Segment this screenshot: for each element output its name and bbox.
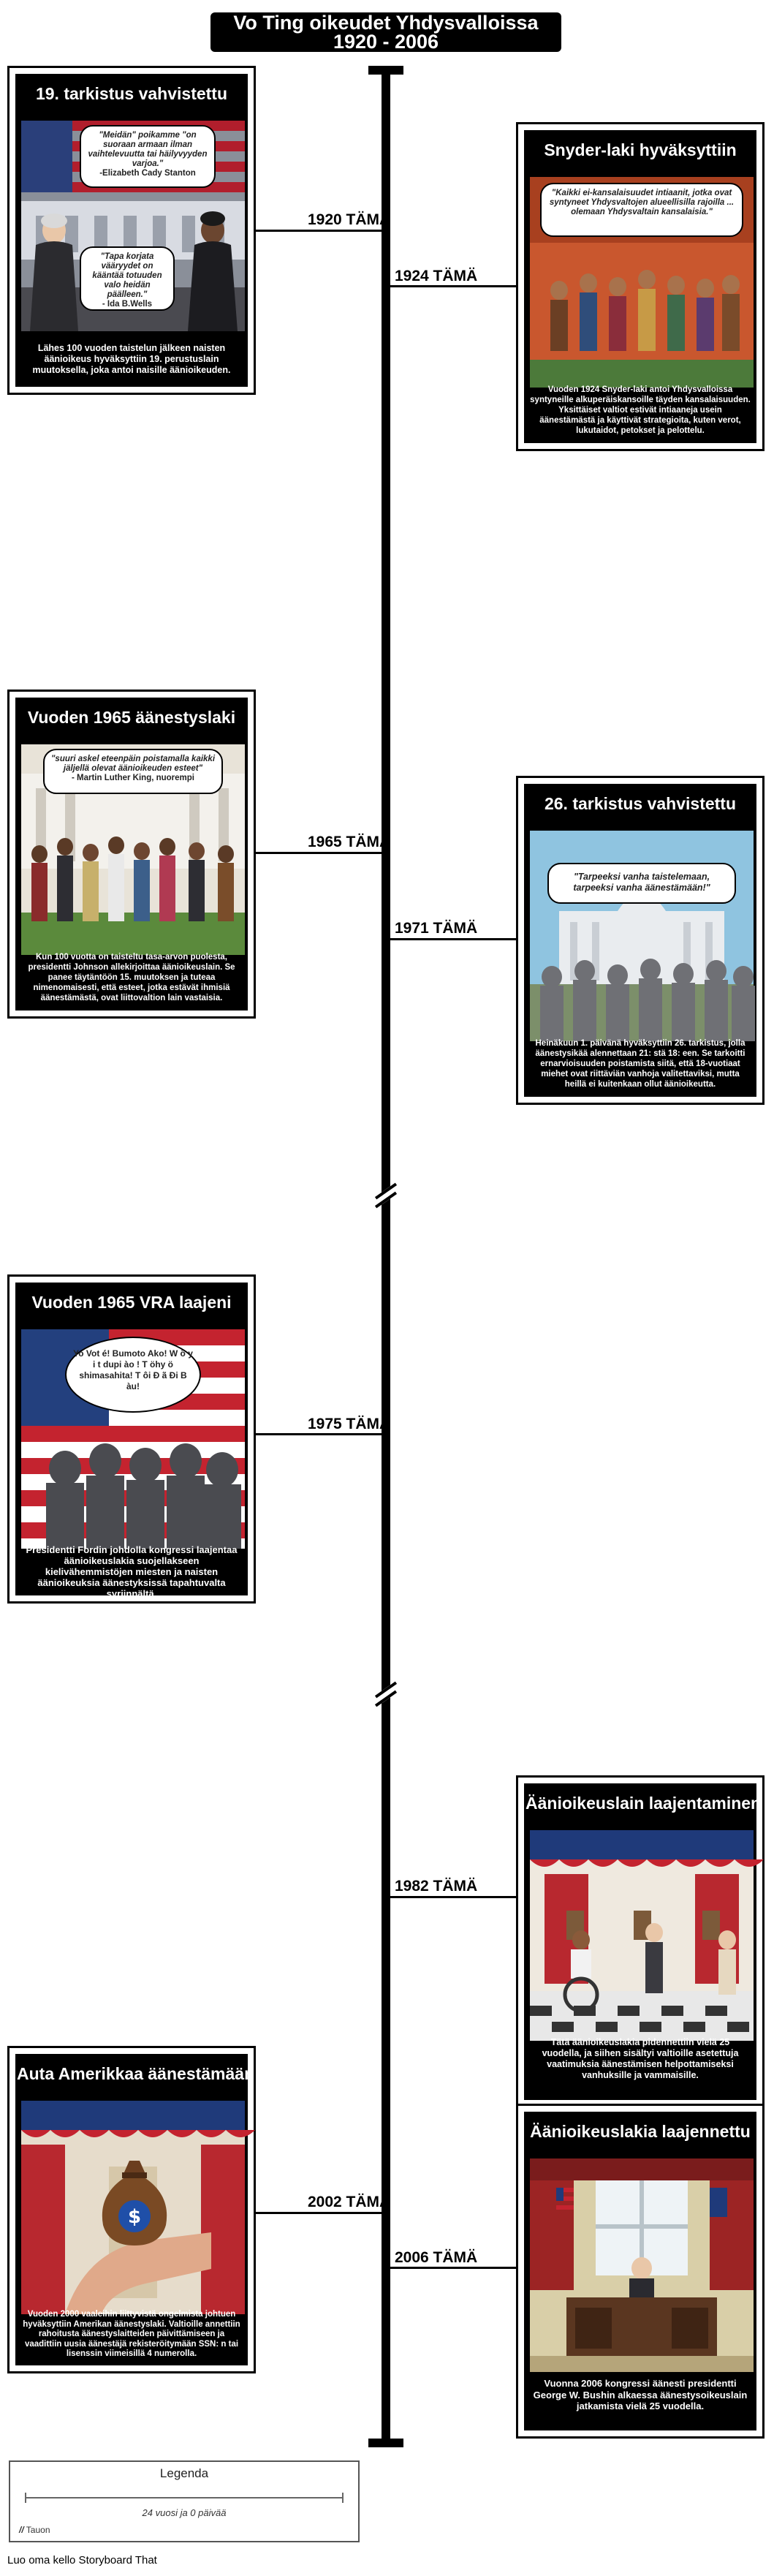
event-illustration — [21, 1329, 242, 1549]
svg-text:$: $ — [127, 2206, 142, 2228]
event-heading: Vuoden 1965 äänestyslaki — [17, 699, 246, 736]
legend-scale-line — [25, 2497, 344, 2498]
legend-scale-tick — [342, 2493, 344, 2503]
timeline-axis-bottom-cap — [368, 2439, 403, 2447]
money-bag-dollar-icon — [94, 2152, 175, 2247]
quote-text: "Meidän" poikamme "on suoraan armaan ilman vaihtelevuutta tai häilyvyyden varjoa." — [88, 131, 208, 168]
event-card-1965 — [7, 690, 256, 1019]
quote-bubble — [80, 125, 216, 188]
event-card-2002 — [7, 2046, 256, 2373]
tick-2006 — [390, 2267, 516, 2269]
quote-bubble — [43, 749, 223, 794]
event-heading: Vuoden 1965 VRA laajeni — [17, 1284, 246, 1321]
year-label-1920: 1920 TÄMÄ — [308, 211, 391, 228]
timeline-axis-top-cap — [368, 66, 403, 75]
event-card-2006 — [516, 2104, 764, 2439]
event-card-1971 — [516, 776, 764, 1105]
year-label-1965: 1965 TÄMÄ — [308, 834, 391, 850]
event-caption: Vuoden 2000 vaaleihin liittyvistä ongelmista johtuen hyväksyttiin Amerikan äänestyslaki. Valtioille annettiin rahoitusta äänestyslaitteiden päivittämiseen ja vaadittiin uusia äänestäjä rekisteröitymään SSN: n tai lisenssin viimeisillä 4 numerolla. — [23, 2310, 240, 2358]
event-card-1924 — [516, 122, 764, 451]
quote-text: "Tarpeeksi vanha taistelemaan, tarpeeksi vanha äänestämään!" — [573, 872, 710, 893]
legend-scale-tick — [25, 2493, 26, 2503]
event-card-1920 — [7, 66, 256, 395]
tick-1965 — [256, 852, 382, 854]
event-card-1975 — [7, 1274, 256, 1604]
timeline-title: Vo Ting oikeudet Yhdysvalloissa 1920 - 2006 — [210, 12, 561, 52]
event-caption: Lähes 100 vuoden taistelun jälkeen naisten äänioikeus hyväksyttiin 19. perustuslain muutoksella, joka antoi naisille äänioikeuden. — [32, 343, 231, 375]
tick-1982 — [390, 1896, 516, 1898]
event-caption: Kun 100 vuotta on taisteltu tasa-arvon puolesta, presidentti Johnson allekirjoittaa äänioikeuslain. Se panee täytäntöön 15. muutoksen ja tuteaa nimenomaisesti, että esteet, jotka estävät ihmisiä äänestämästä, ovat liittovaltion lain vastaisia. — [28, 953, 235, 1002]
tick-1975 — [256, 1433, 382, 1435]
quote-author: - Ida B.Wells — [102, 300, 153, 309]
quote-bubble — [540, 183, 743, 237]
event-illustration — [530, 1830, 751, 2041]
break-symbol-icon: // — [19, 2525, 24, 2535]
quote-bubble — [547, 863, 736, 904]
tick-1920 — [256, 230, 382, 232]
event-illustration — [21, 744, 242, 955]
event-card-1982 — [516, 1775, 764, 2108]
legend-title: Legenda — [159, 2466, 209, 2480]
quote-author: - Martin Luther King, nuorempi — [71, 774, 195, 782]
quote-text: Yo Vot é! Bumoto Ako! W ö y i t dupi ào ! T öhy ö shimasahita! T ôi Đ ã Đi B àu! — [73, 1348, 193, 1391]
event-caption: Vuonna 2006 kongressi äänesti presidentti George W. Bushin alkaessa äänestysoikeuslain jatkamista vielä 25 vuodella. — [533, 2378, 748, 2411]
footer-credit[interactable]: Luo oma kello Storyboard That — [7, 2554, 157, 2566]
tick-1924 — [390, 285, 516, 287]
event-heading: Äänioikeuslakia laajennettu — [526, 2113, 755, 2150]
event-illustration — [21, 121, 242, 331]
quote-author: -Elizabeth Cady Stanton — [99, 169, 196, 178]
year-label-1975: 1975 TÄMÄ — [308, 1416, 391, 1432]
quote-text: "Kaikki ei-kansalaisuudet intiaanit, jotka ovat syntyneet Yhdysvaltojen alueellisilla rajoilla ... olemaan Yhdysvaltain kansalaisia." — [549, 189, 735, 216]
event-illustration — [530, 831, 751, 1041]
timeline-axis — [382, 69, 390, 2446]
year-label-2006: 2006 TÄMÄ — [395, 2249, 478, 2266]
tick-2002 — [256, 2212, 382, 2214]
oval-office-scene — [530, 2158, 754, 2372]
year-label-1982: 1982 TÄMÄ — [395, 1878, 478, 1895]
event-illustration — [530, 2158, 751, 2372]
event-illustration — [530, 177, 751, 388]
legend-box — [9, 2460, 360, 2542]
year-label-2002: 2002 TÄMÄ — [308, 2194, 391, 2210]
event-caption: Vuoden 1924 Snyder-laki antoi Yhdysvalloissa syntyneille alkuperäiskansoille täyden kansalaisuuden. Yksittäiset valtiot estivät intiaaneja usein äänestämästä ja käyttivät strategioita, kuten verot, lukutaidot, petokset ja pelottelu. — [530, 385, 751, 435]
quote-text: "suuri askel eteenpäin poistamalla kaikki jäljellä olevat äänioikeuden esteet" — [50, 755, 216, 773]
event-heading: 26. tarkistus vahvistettu — [526, 785, 755, 822]
event-caption: Tätä äänioikeuslakia pidennettiin vielä 25 vuodella, ja siihen sisältyi valtioille asetettuja vaatimuksia äänestämisen helpottamiseksi vanhuksille ja vammaisille. — [542, 2037, 739, 2080]
voting-booth-scene — [530, 1830, 754, 2041]
event-caption: Presidentti Fordin johdolla kongressi laajentaa äänioikeuslakia suojellakseen kielivähemmistöjen miesten ja naisten äänioikeuksia äänestyksissä tapahtuvalta syrjinnältä. — [26, 1544, 238, 1599]
legend-break-label: Tauon — [26, 2525, 50, 2535]
event-heading: Snyder-laki hyväksyttiin — [526, 132, 755, 168]
year-label-1924: 1924 TÄMÄ — [395, 268, 478, 284]
quote-text: "Tapa korjata vääryydet on kääntää totuuden valo heidän päälleen." — [92, 252, 162, 299]
quote-bubble — [65, 1337, 201, 1413]
tick-1971 — [390, 938, 516, 940]
legend-scale-label: 24 vuosi ja 0 päivää — [142, 2507, 227, 2518]
event-caption: Heinäkuun 1. päivänä hyväksyttiin 26. tarkistus, jolla äänestysikää alennettaan 21: stä 18: een. Se tarkoitti ernarvioisuuden poistamista siitä, että 18-vuotiaat miehet ovat riittäviän vanhoja valitettaviksi, mutta heillä ei kuitenkaan ollut äänioikeutta. — [535, 1039, 745, 1089]
event-illustration — [21, 2101, 242, 2314]
year-label-1971: 1971 TÄMÄ — [395, 920, 478, 937]
quote-bubble — [80, 246, 175, 311]
legend-break-key — [19, 2525, 50, 2535]
event-heading: 19. tarkistus vahvistettu — [17, 75, 246, 112]
event-heading: Auta Amerikkaa äänestämään — [17, 2055, 246, 2092]
event-heading: Äänioikeuslain laajentaminen — [526, 1785, 755, 1821]
